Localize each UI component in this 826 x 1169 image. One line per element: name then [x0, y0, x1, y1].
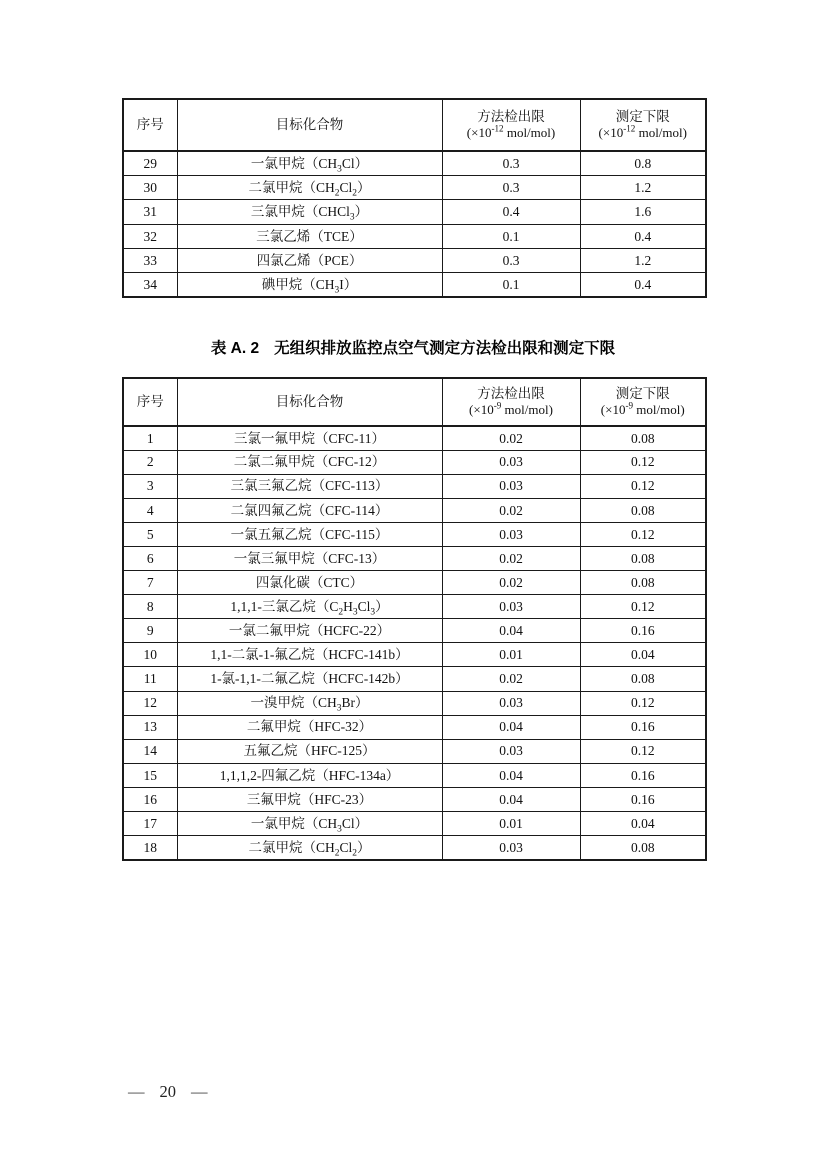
cell-compound: 碘甲烷$(CH_3I)$ [177, 273, 442, 297]
cell-compound: 二氯二氟甲烷（CFC-12） [177, 450, 442, 474]
table-row [123, 836, 706, 860]
table-a1-body [123, 151, 706, 297]
cell-index: 9 [123, 619, 177, 643]
table-row [123, 619, 706, 643]
table-row [123, 249, 706, 273]
page-footer [128, 1081, 208, 1103]
cell-lower-limit: 0.08 [580, 667, 706, 691]
cell-index: 7 [123, 571, 177, 595]
header-row [123, 378, 706, 426]
lower-limit-label: 测定下限 [615, 385, 670, 401]
cell-compound: 三氯乙烯（TCE） [177, 224, 442, 248]
table-a1-header [123, 99, 706, 151]
cell-detection-limit: 0.03 [442, 450, 580, 474]
cell-compound: 三氯三氟乙烷（CFC-113） [177, 474, 442, 498]
cell-lower-limit: 0.08 [580, 546, 706, 570]
cell-detection-limit: 0.02 [442, 546, 580, 570]
table-a1-continued [122, 98, 707, 298]
col-header-index: 序号 [123, 378, 177, 426]
detection-limit-unit: ($\times 10^{-9}$ mol/mol) [469, 401, 553, 418]
table-a2-caption [0, 336, 826, 358]
cell-lower-limit: 0.16 [580, 763, 706, 787]
cell-detection-limit: 0.1 [442, 273, 580, 297]
cell-lower-limit: 0.04 [580, 643, 706, 667]
cell-detection-limit: 0.04 [442, 715, 580, 739]
cell-compound: 一溴甲烷$(CH_3Br)$ [177, 691, 442, 715]
cell-index: 34 [123, 273, 177, 297]
cell-index: 12 [123, 691, 177, 715]
cell-lower-limit: 0.16 [580, 715, 706, 739]
cell-detection-limit: 0.3 [442, 175, 580, 199]
cell-compound: 二氯甲烷$(CH_2Cl_2)$ [177, 836, 442, 860]
table-a2-caption-title: 无组织排放监控点空气测定方法检出限和测定下限 [274, 340, 616, 357]
cell-detection-limit: 0.02 [442, 571, 580, 595]
col-header-compound: 目标化合物 [177, 378, 442, 426]
cell-compound: 1,1,1-三氯乙烷$(C_2H_3Cl_3)$ [177, 595, 442, 619]
cell-index: 30 [123, 175, 177, 199]
cell-index: 15 [123, 763, 177, 787]
cell-lower-limit: 0.12 [580, 595, 706, 619]
col-header-lower-limit [580, 99, 706, 151]
cell-lower-limit: 1.6 [580, 200, 706, 224]
table-row [123, 151, 706, 175]
table-row [123, 691, 706, 715]
cell-compound: 1,1-二氯-1-氟乙烷（HCFC-141b） [177, 643, 442, 667]
table-row [123, 200, 706, 224]
cell-index: 3 [123, 474, 177, 498]
cell-index: 16 [123, 787, 177, 811]
table-a2-body [123, 426, 706, 860]
cell-lower-limit: 0.08 [580, 571, 706, 595]
table-row [123, 643, 706, 667]
cell-compound: 三氟甲烷（HFC-23） [177, 787, 442, 811]
cell-index: 13 [123, 715, 177, 739]
table-row [123, 763, 706, 787]
table-row [123, 667, 706, 691]
cell-index: 1 [123, 426, 177, 450]
cell-detection-limit: 0.3 [442, 249, 580, 273]
cell-index: 11 [123, 667, 177, 691]
cell-index: 17 [123, 812, 177, 836]
cell-index: 32 [123, 224, 177, 248]
cell-detection-limit: 0.03 [442, 691, 580, 715]
table-row [123, 715, 706, 739]
table-row [123, 498, 706, 522]
cell-compound: 一氯甲烷$(CH_3Cl)$ [177, 151, 442, 175]
table-row [123, 546, 706, 570]
cell-detection-limit: 0.04 [442, 763, 580, 787]
footer-dash-right: — [191, 1082, 208, 1101]
cell-index: 8 [123, 595, 177, 619]
detection-limit-unit: ($\times 10^{-12}$ mol/mol) [466, 124, 556, 141]
table-row [123, 175, 706, 199]
table-row [123, 595, 706, 619]
footer-dash-left: — [128, 1082, 145, 1101]
cell-lower-limit: 1.2 [580, 175, 706, 199]
col-header-detection-limit [442, 99, 580, 151]
col-header-index: 序号 [123, 99, 177, 151]
cell-compound: 三氯一氟甲烷（CFC-11） [177, 426, 442, 450]
cell-compound: 一氯三氟甲烷（CFC-13） [177, 546, 442, 570]
cell-detection-limit: 0.03 [442, 474, 580, 498]
cell-detection-limit: 0.03 [442, 595, 580, 619]
table-row [123, 273, 706, 297]
table-row [123, 474, 706, 498]
cell-detection-limit: 0.01 [442, 812, 580, 836]
cell-lower-limit: 0.4 [580, 224, 706, 248]
cell-lower-limit: 0.16 [580, 787, 706, 811]
cell-compound: 四氯乙烯（PCE） [177, 249, 442, 273]
col-header-lower-limit [580, 378, 706, 426]
cell-detection-limit: 0.4 [442, 200, 580, 224]
cell-index: 14 [123, 739, 177, 763]
detection-limit-label: 方法检出限 [477, 385, 545, 401]
cell-lower-limit: 0.4 [580, 273, 706, 297]
cell-index: 18 [123, 836, 177, 860]
table-row [123, 571, 706, 595]
table-row [123, 787, 706, 811]
cell-index: 4 [123, 498, 177, 522]
cell-compound: 五氟乙烷（HFC-125） [177, 739, 442, 763]
cell-index: 31 [123, 200, 177, 224]
table-a2-caption-label: 表 A. 2 [210, 340, 260, 357]
table-a2 [122, 377, 707, 861]
cell-compound: 1-氯-1,1-二氟乙烷（HCFC-142b） [177, 667, 442, 691]
cell-detection-limit: 0.03 [442, 522, 580, 546]
detection-limit-label: 方法检出限 [477, 108, 545, 124]
cell-compound: 二氯四氟乙烷（CFC-114） [177, 498, 442, 522]
cell-lower-limit: 0.04 [580, 812, 706, 836]
cell-lower-limit: 0.16 [580, 619, 706, 643]
cell-lower-limit: 0.08 [580, 498, 706, 522]
cell-detection-limit: 0.03 [442, 836, 580, 860]
cell-index: 6 [123, 546, 177, 570]
table-row [123, 522, 706, 546]
cell-index: 5 [123, 522, 177, 546]
cell-detection-limit: 0.04 [442, 619, 580, 643]
lower-limit-unit: ($\times 10^{-12}$ mol/mol) [598, 124, 687, 141]
cell-compound: 二氯甲烷$(CH_2Cl_2)$ [177, 175, 442, 199]
table-row [123, 812, 706, 836]
cell-index: 29 [123, 151, 177, 175]
cell-lower-limit: 0.08 [580, 836, 706, 860]
col-header-detection-limit [442, 378, 580, 426]
cell-index: 2 [123, 450, 177, 474]
cell-detection-limit: 0.02 [442, 426, 580, 450]
cell-compound: 三氯甲烷（CHCl$_3$） [177, 200, 442, 224]
table-row [123, 450, 706, 474]
cell-compound: 四氯化碳（CTC） [177, 571, 442, 595]
page-number: 20 [159, 1082, 176, 1101]
cell-detection-limit: 0.3 [442, 151, 580, 175]
table-row [123, 224, 706, 248]
cell-compound: 1,1,1,2-四氟乙烷（HFC-134a） [177, 763, 442, 787]
cell-lower-limit: 0.12 [580, 474, 706, 498]
cell-detection-limit: 0.02 [442, 667, 580, 691]
table-a2-header [123, 378, 706, 426]
cell-detection-limit: 0.04 [442, 787, 580, 811]
cell-lower-limit: 0.12 [580, 522, 706, 546]
cell-lower-limit: 0.8 [580, 151, 706, 175]
cell-detection-limit: 0.02 [442, 498, 580, 522]
lower-limit-label: 测定下限 [615, 108, 670, 124]
table-row [123, 739, 706, 763]
cell-lower-limit: 0.08 [580, 426, 706, 450]
cell-compound: 一氯二氟甲烷（HCFC-22） [177, 619, 442, 643]
col-header-compound: 目标化合物 [177, 99, 442, 151]
cell-detection-limit: 0.03 [442, 739, 580, 763]
cell-lower-limit: 1.2 [580, 249, 706, 273]
cell-lower-limit: 0.12 [580, 691, 706, 715]
table-row [123, 426, 706, 450]
cell-lower-limit: 0.12 [580, 450, 706, 474]
cell-index: 33 [123, 249, 177, 273]
cell-detection-limit: 0.01 [442, 643, 580, 667]
header-row [123, 99, 706, 151]
cell-index: 10 [123, 643, 177, 667]
cell-compound: 一氯五氟乙烷（CFC-115） [177, 522, 442, 546]
cell-lower-limit: 0.12 [580, 739, 706, 763]
lower-limit-unit: ($\times 10^{-9}$ mol/mol) [600, 401, 685, 418]
cell-detection-limit: 0.1 [442, 224, 580, 248]
cell-compound: 一氯甲烷$(CH_3Cl)$ [177, 812, 442, 836]
cell-compound: 二氟甲烷（HFC-32） [177, 715, 442, 739]
